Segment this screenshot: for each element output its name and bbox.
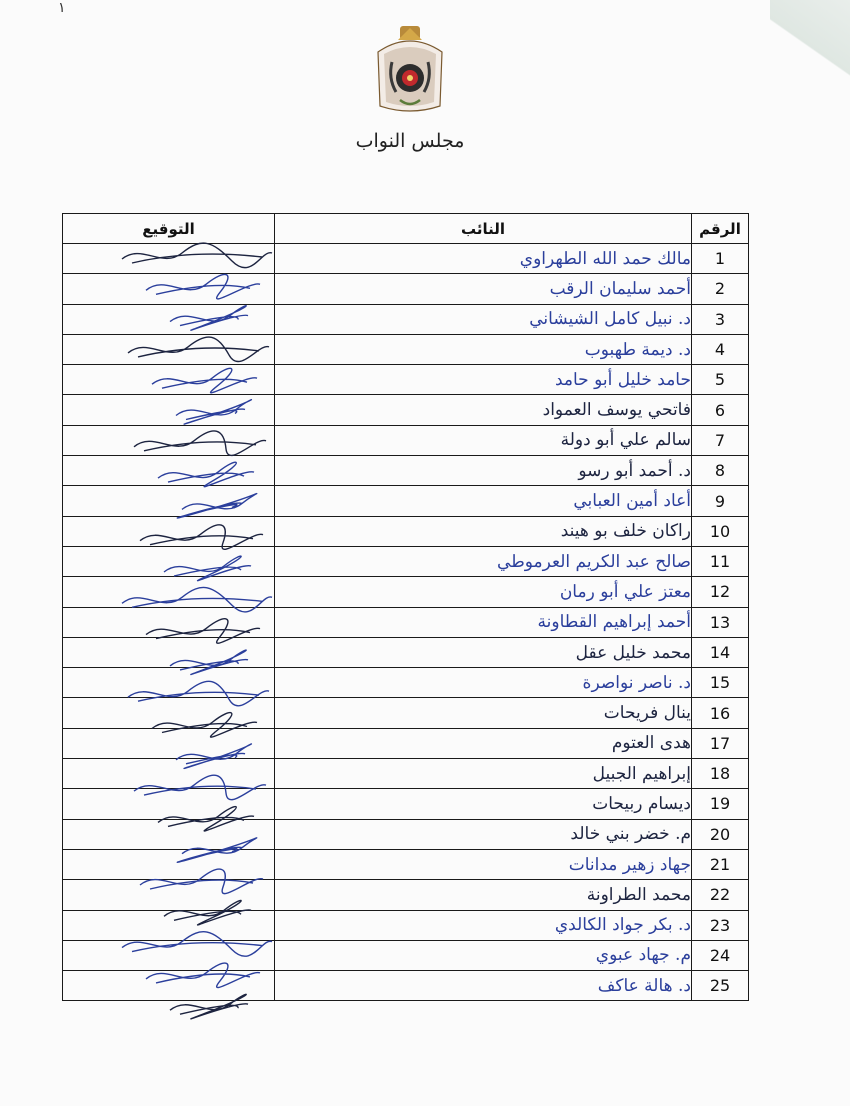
row-number: 8	[692, 456, 749, 486]
member-name: م. خضر بني خالد	[275, 819, 692, 849]
member-name: م. جهاد عبوي	[275, 940, 692, 970]
row-number: 11	[692, 546, 749, 576]
row-number: 18	[692, 759, 749, 789]
column-header-signature: التوقيع	[63, 214, 275, 244]
table-row	[63, 334, 749, 364]
row-number: 20	[692, 819, 749, 849]
row-number: 7	[692, 425, 749, 455]
row-number: 12	[692, 577, 749, 607]
member-name: فاتحي يوسف العمواد	[275, 395, 692, 425]
signature-cell	[63, 244, 275, 274]
member-name: د. ديمة طهبوب	[275, 334, 692, 364]
signature-cell	[63, 668, 275, 698]
row-number: 1	[692, 244, 749, 274]
column-header-name: النائب	[275, 214, 692, 244]
row-number: 17	[692, 728, 749, 758]
member-name: إبراهيم الجبيل	[275, 759, 692, 789]
table-row	[63, 668, 749, 698]
signature-cell	[63, 486, 275, 516]
member-name: د. ناصر نواصرة	[275, 668, 692, 698]
member-name: صالح عبد الكريم العرموطي	[275, 546, 692, 576]
row-number: 21	[692, 849, 749, 879]
row-number: 3	[692, 304, 749, 334]
signature-cell	[63, 698, 275, 728]
page-number: ١	[58, 0, 66, 16]
signature-cell	[63, 274, 275, 304]
row-number: 16	[692, 698, 749, 728]
signature-cell	[63, 607, 275, 637]
signature-cell	[63, 940, 275, 970]
table-header-row	[63, 214, 749, 244]
table-row	[63, 698, 749, 728]
signature-cell	[63, 728, 275, 758]
table-row	[63, 304, 749, 334]
member-name: هدى العتوم	[275, 728, 692, 758]
member-name: د. نبيل كامل الشيشاني	[275, 304, 692, 334]
row-number: 25	[692, 971, 749, 1001]
signature-cell	[63, 425, 275, 455]
table-row	[63, 849, 749, 879]
signature-cell	[63, 637, 275, 667]
row-number: 4	[692, 334, 749, 364]
member-name: سالم علي أبو دولة	[275, 425, 692, 455]
member-name: معتز علي أبو رمان	[275, 577, 692, 607]
table-row	[63, 728, 749, 758]
row-number: 15	[692, 668, 749, 698]
table-row	[63, 819, 749, 849]
table-row	[63, 607, 749, 637]
member-name: حامد خليل أبو حامد	[275, 365, 692, 395]
row-number: 23	[692, 910, 749, 940]
table-row	[63, 274, 749, 304]
table-row	[63, 425, 749, 455]
table-row	[63, 637, 749, 667]
page-corner-shadow	[770, 0, 850, 130]
row-number: 19	[692, 789, 749, 819]
member-name: د. بكر جواد الكالدي	[275, 910, 692, 940]
member-name: ديسام ربيحات	[275, 789, 692, 819]
table-row	[63, 365, 749, 395]
signature-cell	[63, 819, 275, 849]
member-name: راكان خلف بو هيند	[275, 516, 692, 546]
member-name: أعاد أمين العبابي	[275, 486, 692, 516]
table-row	[63, 244, 749, 274]
member-name: أحمد إبراهيم القطاونة	[275, 607, 692, 637]
table-row	[63, 759, 749, 789]
member-name: ينال فريحات	[275, 698, 692, 728]
table-row	[63, 486, 749, 516]
signature-cell	[63, 395, 275, 425]
attendance-table	[62, 213, 749, 1001]
table-row	[63, 456, 749, 486]
row-number: 2	[692, 274, 749, 304]
member-name: د. هالة عاكف	[275, 971, 692, 1001]
table-row	[63, 516, 749, 546]
table-row	[63, 910, 749, 940]
signature-cell	[63, 334, 275, 364]
member-name: أحمد سليمان الرقب	[275, 274, 692, 304]
table-row	[63, 789, 749, 819]
signature-cell	[63, 304, 275, 334]
royal-crest-emblem-icon	[370, 22, 450, 118]
signature-cell	[63, 546, 275, 576]
table-row	[63, 940, 749, 970]
signature-cell	[63, 456, 275, 486]
member-name: محمد خليل عقل	[275, 637, 692, 667]
signature-cell	[63, 577, 275, 607]
member-name: مالك حمد الله الطهراوي	[275, 244, 692, 274]
signature-cell	[63, 849, 275, 879]
row-number: 9	[692, 486, 749, 516]
row-number: 6	[692, 395, 749, 425]
member-name: د. أحمد أبو رسو	[275, 456, 692, 486]
signature-cell	[63, 365, 275, 395]
signature-cell	[63, 910, 275, 940]
table-row	[63, 880, 749, 910]
row-number: 5	[692, 365, 749, 395]
row-number: 22	[692, 880, 749, 910]
table-row	[63, 971, 749, 1001]
table-row	[63, 395, 749, 425]
member-name: محمد الطراونة	[275, 880, 692, 910]
signature-cell	[63, 516, 275, 546]
member-name: جهاد زهير مدانات	[275, 849, 692, 879]
column-header-number: الرقم	[692, 214, 749, 244]
signature-cell	[63, 971, 275, 1001]
row-number: 14	[692, 637, 749, 667]
row-number: 13	[692, 607, 749, 637]
signature-cell	[63, 759, 275, 789]
signature-cell	[63, 789, 275, 819]
page-title: مجلس النواب	[355, 130, 465, 152]
signature-cell	[63, 880, 275, 910]
table-body	[63, 244, 749, 1001]
table-row	[63, 577, 749, 607]
row-number: 24	[692, 940, 749, 970]
row-number: 10	[692, 516, 749, 546]
table-row	[63, 546, 749, 576]
